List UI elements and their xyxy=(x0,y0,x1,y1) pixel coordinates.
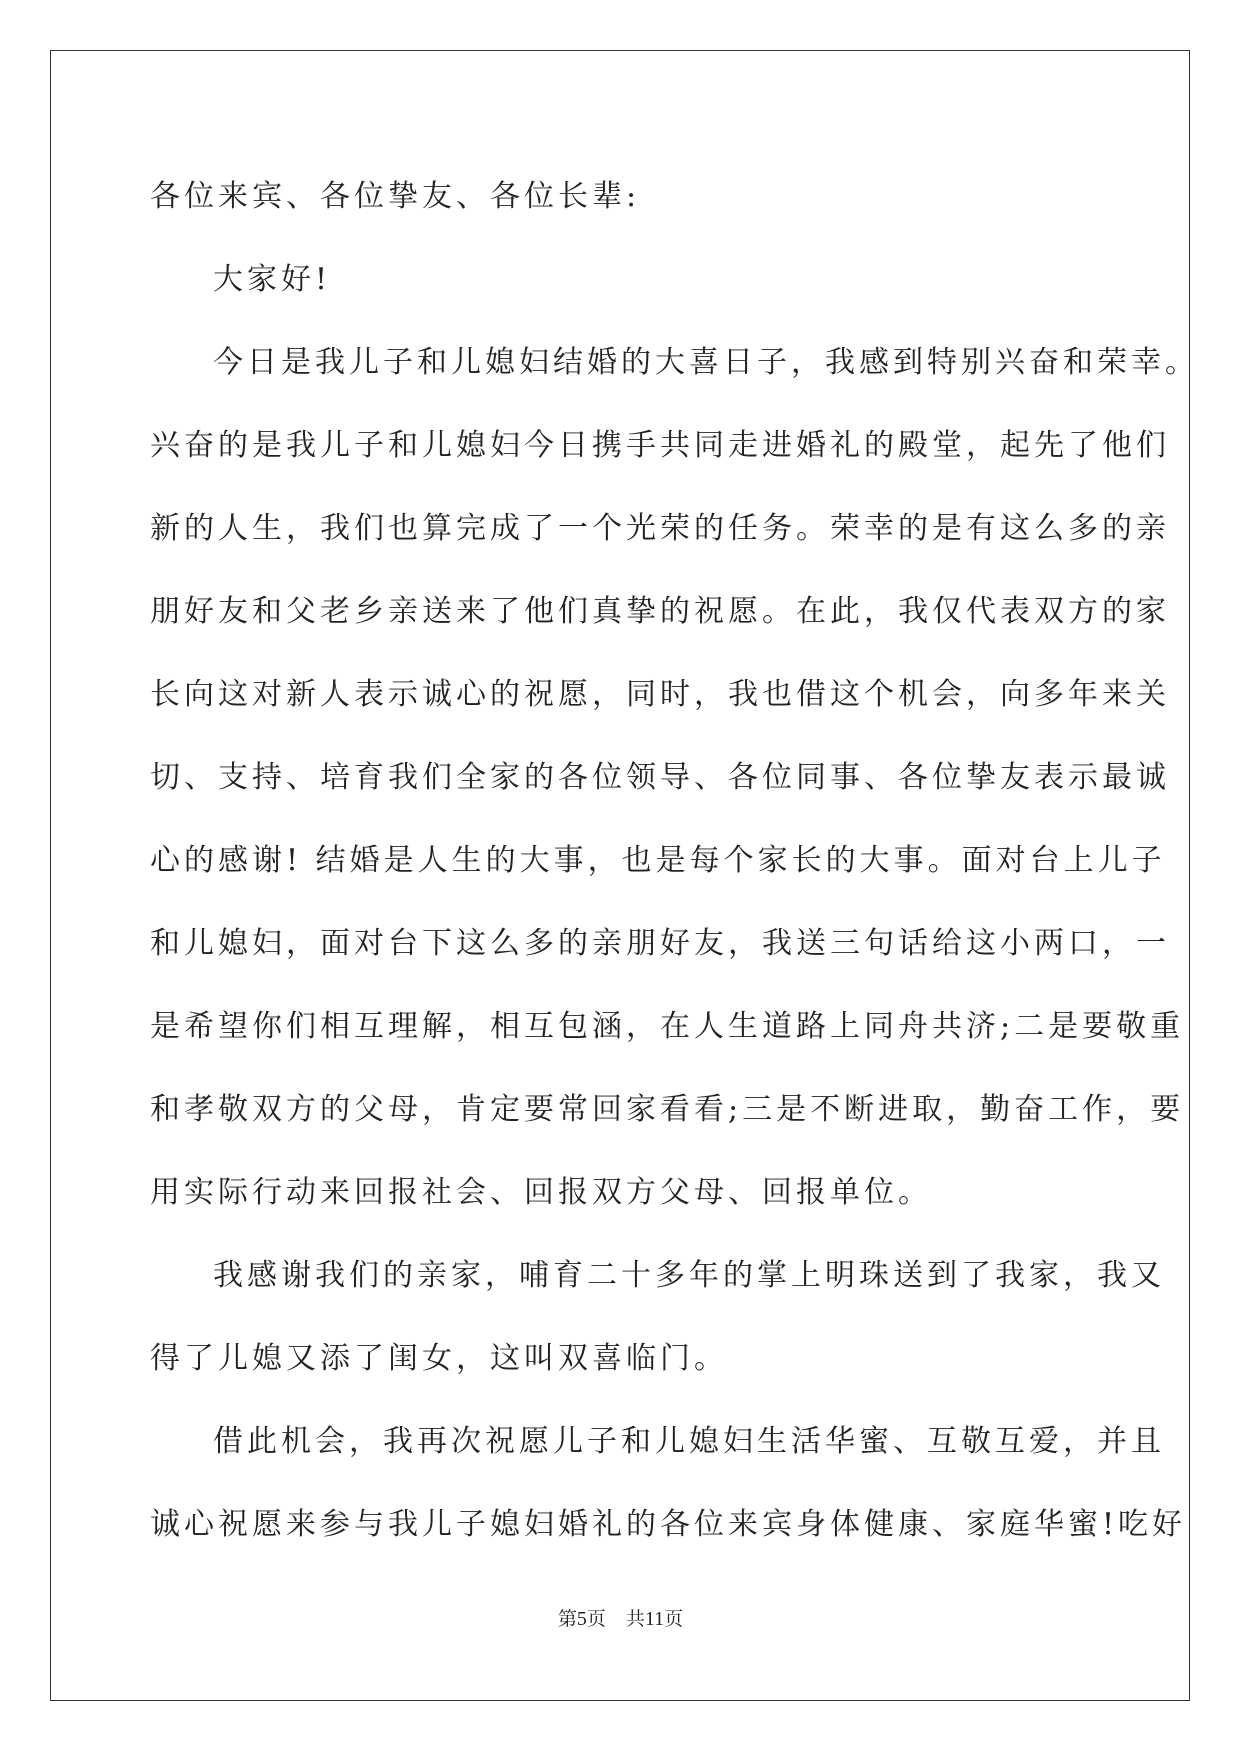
paragraph-line: 新的人生，我们也算完成了一个光荣的任务。荣幸的是有这么多的亲 xyxy=(150,511,1170,546)
page-prefix: 第 xyxy=(557,1608,577,1630)
paragraph-line: 朋好友和父老乡亲送来了他们真挚的祝愿。在此，我仅代表双方的家 xyxy=(150,594,1170,629)
paragraph-line: 今日是我儿子和儿媳妇结婚的大喜日子，我感到特别兴奋和荣幸。 xyxy=(213,345,1199,380)
page-number: 5 xyxy=(576,1608,587,1630)
total-prefix: 共 xyxy=(625,1608,645,1630)
paragraph-line: 诚心祝愿来参与我儿子媳妇婚礼的各位来宾身体健康、家庭华蜜!吃好 xyxy=(150,1507,1187,1542)
document-body xyxy=(150,155,1199,1566)
paragraph-line: 借此机会，我再次祝愿儿子和儿媳妇生活华蜜、互敬互爱，并且 xyxy=(213,1424,1165,1459)
paragraph-line: 和孝敬双方的父母，肯定要常回家看看;三是不断进取，勤奋工作，要 xyxy=(150,1092,1185,1127)
paragraph-line: 和儿媳妇，面对台下这么多的亲朋好友，我送三句话给这小两口，一 xyxy=(150,926,1170,961)
total-suffix: 页 xyxy=(664,1608,684,1630)
paragraph-line: 心的感谢! 结婚是人生的大事，也是每个家长的大事。面对台上儿子 xyxy=(150,843,1166,878)
page-footer xyxy=(0,1607,1241,1631)
page-suffix: 页 xyxy=(586,1608,606,1630)
paragraph-line: 兴奋的是我儿子和儿媳妇今日携手共同走进婚礼的殿堂，起先了他们 xyxy=(150,428,1170,463)
paragraph-line: 用实际行动来回报社会、回报双方父母、回报单位。 xyxy=(150,1175,932,1210)
paragraph-line: 长向这对新人表示诚心的祝愿，同时，我也借这个机会，向多年来关 xyxy=(150,677,1170,712)
paragraph-line: 切、支持、培育我们全家的各位领导、各位同事、各位挚友表示最诚 xyxy=(150,760,1170,795)
total-pages: 11 xyxy=(644,1608,665,1630)
paragraph-line: 得了儿媳又添了闺女，这叫双喜临门。 xyxy=(150,1341,728,1376)
paragraph-line: 是希望你们相互理解，相互包涵，在人生道路上同舟共济;二是要敬重 xyxy=(150,1009,1185,1044)
paragraph-line: 我感谢我们的亲家，哺育二十多年的掌上明珠送到了我家，我又 xyxy=(213,1258,1165,1293)
salutation-line: 各位来宾、各位挚友、各位长辈: xyxy=(150,179,641,214)
greeting-line: 大家好! xyxy=(213,262,332,297)
